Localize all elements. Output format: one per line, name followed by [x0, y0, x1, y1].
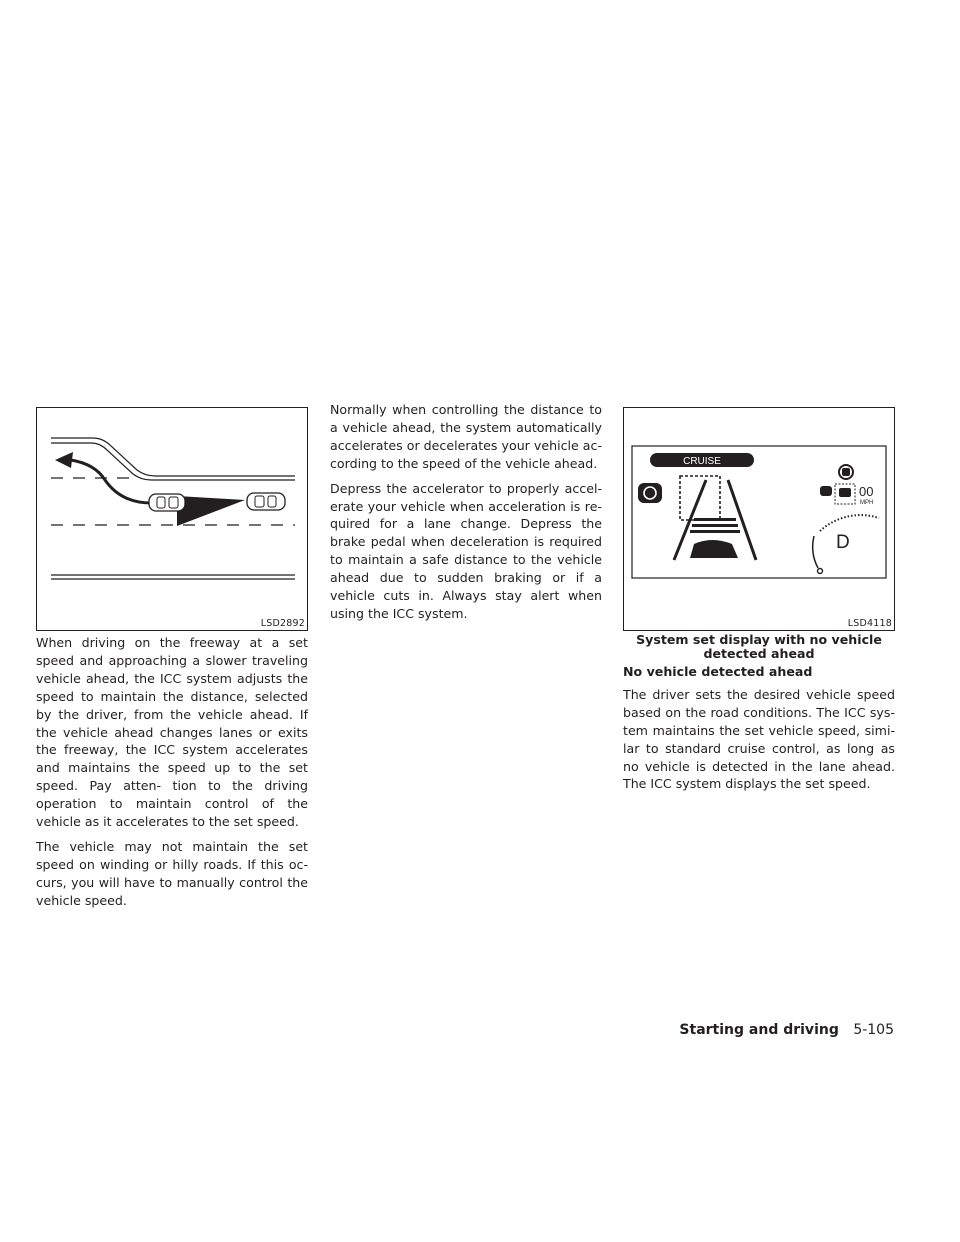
distance-setting-icon: [820, 484, 855, 504]
caption-line-1: System set display with no vehicle: [636, 632, 882, 647]
cruise-label: CRUISE: [683, 456, 721, 467]
freeway-illustration: [37, 408, 307, 630]
arrow-icon: [55, 452, 73, 468]
eco-icon: [818, 569, 823, 574]
figure-freeway-lane-change: [36, 407, 308, 631]
paragraph: Normally when controlling the distance to a vehicle ahead, the system automatically accelerates or decelerates your vehicle ac- cording to the speed of the vehicle ahead.: [330, 402, 602, 471]
cruise-display-illustration: [624, 408, 894, 630]
caption-line-2: detected ahead: [703, 646, 815, 661]
paragraph: The vehicle may not maintain the set speed on winding or hilly roads. If this oc- curs, you will have to manually control the vehicle speed.: [36, 838, 308, 908]
gear-indicator: D: [836, 532, 850, 553]
text-column-1: [36, 634, 308, 917]
sensor-cone: [177, 496, 245, 526]
page-footer: [679, 1022, 894, 1038]
paragraph: Depress the accelerator to properly accel- erate your vehicle when acceleration is re- quired for a lane change. Depress the brake pedal when deceleration is required to maintain a safe distance to the vehicle ahead due to sudden braking or if a vehicle cuts in. Always stay alert when using the ICC system.: [330, 480, 602, 621]
text-column-3: [623, 663, 895, 800]
footer-section-title: Starting and driving: [679, 1022, 839, 1038]
figure-code: LSD4118: [847, 618, 892, 629]
text-column-2: [330, 401, 602, 630]
vehicle-ahead-icon: [247, 493, 285, 510]
speedometer-ticks: [820, 515, 879, 531]
figure-caption: [623, 633, 895, 661]
steering-icon: [638, 483, 662, 503]
figure-cruise-display: [623, 407, 895, 631]
speedometer-arc: [813, 536, 818, 568]
section-heading: No vehicle detected ahead: [623, 664, 813, 679]
own-car-rear-icon: [690, 540, 738, 558]
page-number: 5-105: [853, 1022, 894, 1038]
speed-value: 00: [859, 484, 874, 499]
speed-unit: MPH: [860, 500, 874, 506]
paragraph: The driver sets the desired vehicle speed based on the road conditions. The ICC sys- tem maintains the set vehicle speed, simi- lar to standard cruise control, as long as no vehicle is detected in the lane ahead. The ICC system displays the set speed.: [623, 686, 895, 792]
paragraph: When driving on the freeway at a set speed and approaching a slower traveling vehicle ahead, the ICC system adjusts the speed to maintain the distance, selected by the driver, from the vehicle ahead. If the vehicle ahead changes lanes or exits the freeway, the ICC system accelerates and maintains the speed up to the set speed. Pay atten- tion to the driving operation to maintain control of the vehicle as it accelerates to the set speed.: [36, 635, 308, 830]
figure-code: LSD2892: [260, 618, 305, 629]
own-car-icon: [149, 494, 185, 511]
